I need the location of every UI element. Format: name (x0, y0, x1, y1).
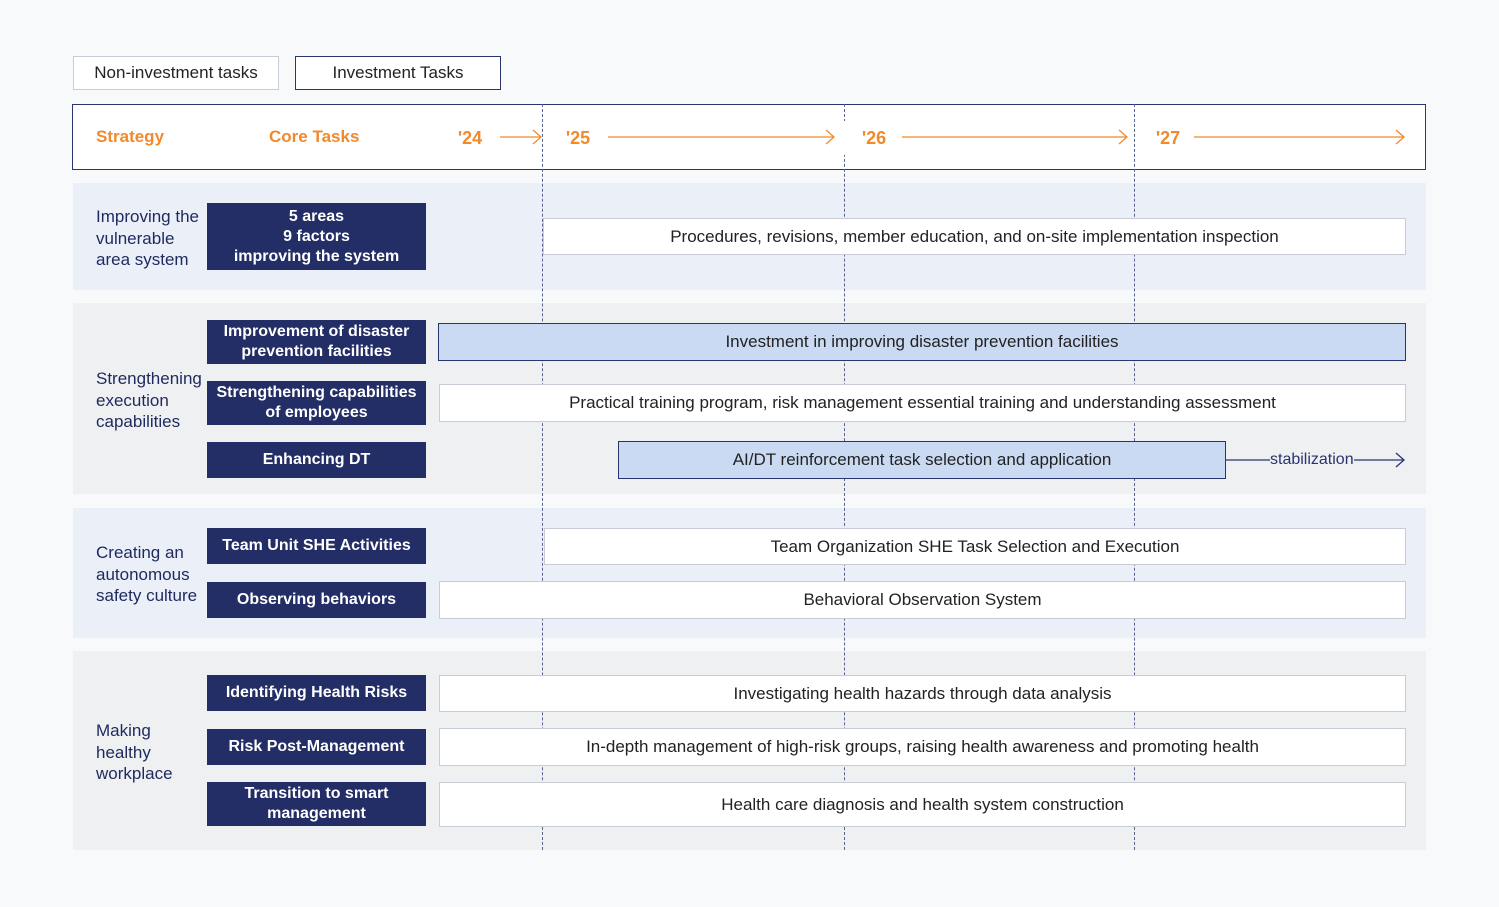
core-task: Strengthening capabilities of employees (207, 381, 426, 425)
timeline-bar: In-depth management of high-risk groups, raising health awareness and promoting health (439, 728, 1406, 766)
year-26: '26 (844, 121, 904, 155)
strategy-label: Strengthening execution capabilities (96, 369, 202, 431)
legend-investment: Investment Tasks (295, 56, 501, 90)
timeline-bar: Behavioral Observation System (439, 581, 1406, 619)
timeline-bar: Investigating health hazards through data analysis (439, 675, 1406, 712)
stabilization-label: stabilization (1270, 451, 1354, 468)
core-task: Risk Post-Management (207, 729, 426, 765)
timeline-bar-investment: Investment in improving disaster prevention facilities (438, 323, 1406, 361)
strategy-label: Improving the vulnerable area system (96, 207, 199, 269)
legend-non-investment: Non-investment tasks (73, 56, 279, 90)
timeline-bar-investment: AI/DT reinforcement task selection and application (618, 441, 1226, 479)
year-27: '27 (1138, 121, 1198, 155)
strategy-label: Creating an autonomous safety culture (96, 543, 198, 605)
strategy-label: Making healthy workplace (96, 721, 173, 783)
core-task: Enhancing DT (207, 442, 426, 478)
header-core-tasks: Core Tasks (269, 127, 360, 146)
timeline-bar: Procedures, revisions, member education, and on-site implementation inspection (543, 218, 1406, 255)
timeline-bar: Team Organization SHE Task Selection and Execution (544, 528, 1406, 565)
year-24: '24 (440, 121, 500, 155)
core-task: Identifying Health Risks (207, 675, 426, 711)
core-task: Observing behaviors (207, 582, 426, 618)
year-25: '25 (548, 121, 608, 155)
timeline-bar: Health care diagnosis and health system construction (439, 782, 1406, 827)
core-task: Team Unit SHE Activities (207, 528, 426, 564)
header-strategy: Strategy (96, 127, 165, 146)
core-task: 5 areas 9 factors improving the system (207, 203, 426, 270)
core-task: Improvement of disaster prevention facilities (207, 320, 426, 364)
core-task: Transition to smart management (207, 782, 426, 826)
timeline-bar: Practical training program, risk management essential training and understanding assessment (439, 384, 1406, 422)
